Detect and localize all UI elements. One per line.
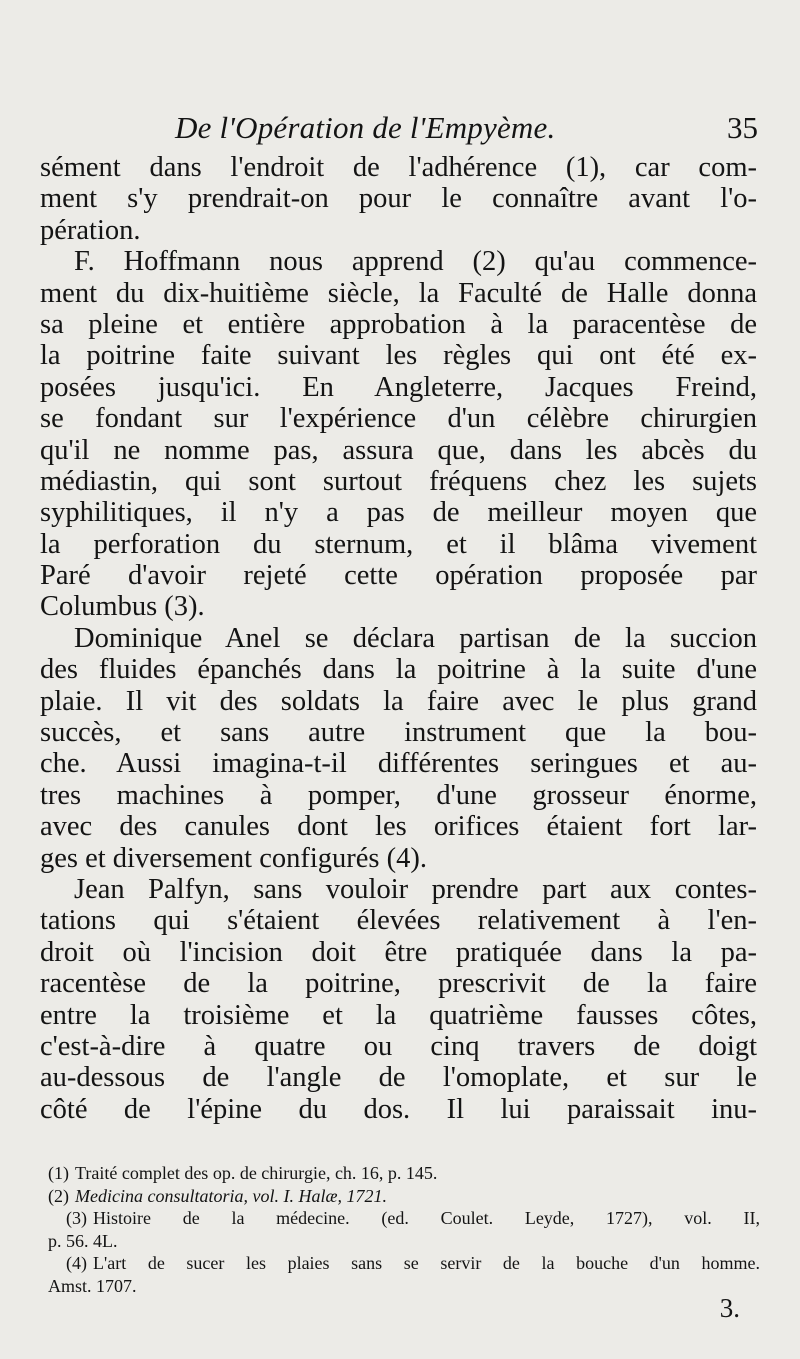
footnote-4-continued: Amst. 1707. (48, 1275, 137, 1296)
footnote-3-continued: p. 56. 4L. (48, 1230, 118, 1251)
text-line: la perforation du sternum, et il blâma vivement (40, 528, 757, 560)
footnote-marker: (2) (48, 1185, 69, 1206)
text-line: Jean Palfyn, sans vouloir prendre part aux contes- (74, 873, 757, 905)
running-title: De l'Opération de l'Empyème. (175, 110, 556, 145)
page-number: 35 (727, 110, 758, 145)
text-line: plaie. Il vit des soldats la faire avec le plus grand (40, 685, 757, 717)
footnote-text: L'art de sucer les plaies sans se servir de la bouche d'un homme. (93, 1253, 760, 1274)
text-line: c'est-à-dire à quatre ou cinq travers de doigt (40, 1030, 757, 1062)
text-line: entre la troisième et la quatrième fausses côtes, (40, 999, 757, 1031)
text-line: au-dessous de l'angle de l'omoplate, et sur le (40, 1062, 757, 1094)
text-line: sa pleine et entière approbation à la paracentèse de (40, 308, 757, 340)
footnote-marker: (3) (66, 1208, 87, 1229)
text-line: des fluides épanchés dans la poitrine à la suite d'une (40, 654, 757, 686)
text-line: la poitrine faite suivant les règles qui ont été ex- (40, 340, 757, 372)
text-line: succès, et sans autre instrument que la bou- (40, 717, 757, 749)
text-line: tres machines à pomper, d'une grosseur énorme, (40, 779, 757, 811)
text-line: avec des canules dont les orifices étaient fort lar- (40, 811, 757, 843)
text-line: posées jusqu'ici. En Angleterre, Jacques Freind, (40, 371, 757, 403)
text-line: ges et diversement configurés (4). (40, 842, 427, 874)
footnote-text: Medicina consultatoria, vol. I. Halæ, 1721. (75, 1185, 387, 1206)
footnote-3 (48, 1207, 760, 1230)
footnote-text: Histoire de la médecine. (ed. Coulet. Leyde, 1727), vol. II, (93, 1208, 760, 1229)
text-line: syphilitiques, il n'y a pas de meilleur moyen que (40, 497, 757, 529)
text-line: tations qui s'étaient élevées relativement à l'en- (40, 905, 757, 937)
text-line: F. Hoffmann nous apprend (2) qu'au commence- (74, 246, 757, 278)
text-line: côté de l'épine du dos. Il lui paraissait inu- (40, 1093, 757, 1125)
text-line: pération. (40, 214, 141, 246)
text-line: qu'il ne nomme pas, assura que, dans les abcès du (40, 434, 757, 466)
footnote-marker: (4) (66, 1253, 87, 1274)
footnote-4 (48, 1252, 760, 1275)
text-line: ment du dix-huitième siècle, la Faculté de Halle donna (40, 277, 757, 309)
footnotes (48, 1162, 760, 1298)
text-line: ment s'y prendrait-on pour le connaître avant l'o- (40, 183, 757, 215)
text-line: droit où l'incision doit être pratiquée dans la pa- (40, 936, 757, 968)
footnote-marker: (1) (48, 1163, 69, 1183)
text-line: sément dans l'endroit de l'adhérence (1), car com- (40, 152, 757, 183)
text-line: che. Aussi imagina-t-il différentes seringues et au- (40, 748, 757, 780)
text-line: Paré d'avoir rejeté cette opération proposée par (40, 560, 757, 592)
text-line: se fondant sur l'expérience d'un célèbre chirurgien (40, 403, 757, 435)
text-line: Dominique Anel se déclara partisan de la succion (74, 622, 757, 654)
text-line: Columbus (3). (40, 591, 205, 623)
text-line: médiastin, qui sont surtout fréquens chez les sujets (40, 465, 757, 497)
signature-mark: 3. (719, 1293, 740, 1323)
footnote-2 (48, 1185, 760, 1208)
running-header (40, 110, 758, 150)
body-text (40, 152, 757, 1125)
footnote-1 (48, 1162, 760, 1185)
text-line: racentèse de la poitrine, prescrivit de la faire (40, 968, 757, 1000)
footnote-text: Traité complet des op. de chirurgie, ch. 16, p. 145. (75, 1163, 438, 1183)
